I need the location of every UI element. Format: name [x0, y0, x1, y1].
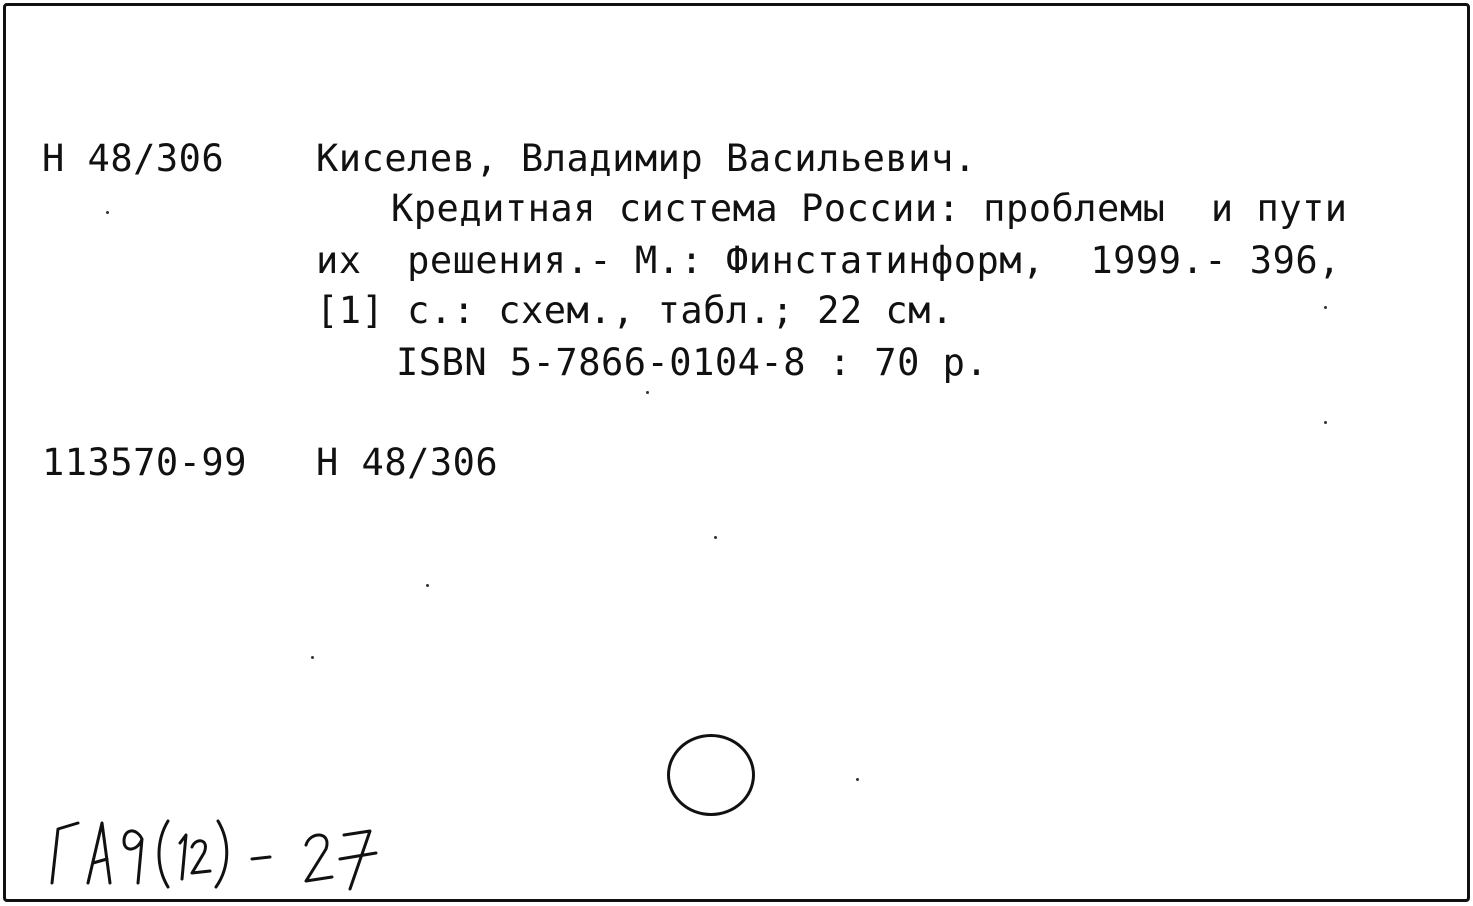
speck: [426, 584, 429, 587]
accession-number: 113570-99: [42, 441, 247, 484]
speck: [1324, 306, 1327, 309]
handwritten-note: [44, 801, 444, 896]
title-line-2: их решения.- М.: Финстатинформ, 1999.- 396,: [316, 239, 1341, 282]
title-line-3: [1] с.: схем., табл.; 22 см.: [316, 289, 954, 332]
speck: [1324, 421, 1327, 424]
isbn-line: ISBN 5-7866-0104-8 : 70 р.: [396, 341, 989, 384]
speck: [106, 211, 109, 214]
call-number: Н 48/306: [42, 137, 225, 180]
title-line-1: Кредитная система России: проблемы и пути: [391, 187, 1348, 230]
speck: [856, 778, 859, 781]
speck: [646, 391, 649, 394]
punch-hole: [667, 734, 755, 816]
speck: [311, 656, 314, 659]
speck: [714, 536, 717, 539]
author-line: Киселев, Владимир Васильевич.: [316, 137, 977, 180]
accession-call-number: Н 48/306: [316, 441, 499, 484]
catalog-card: [3, 3, 1470, 902]
